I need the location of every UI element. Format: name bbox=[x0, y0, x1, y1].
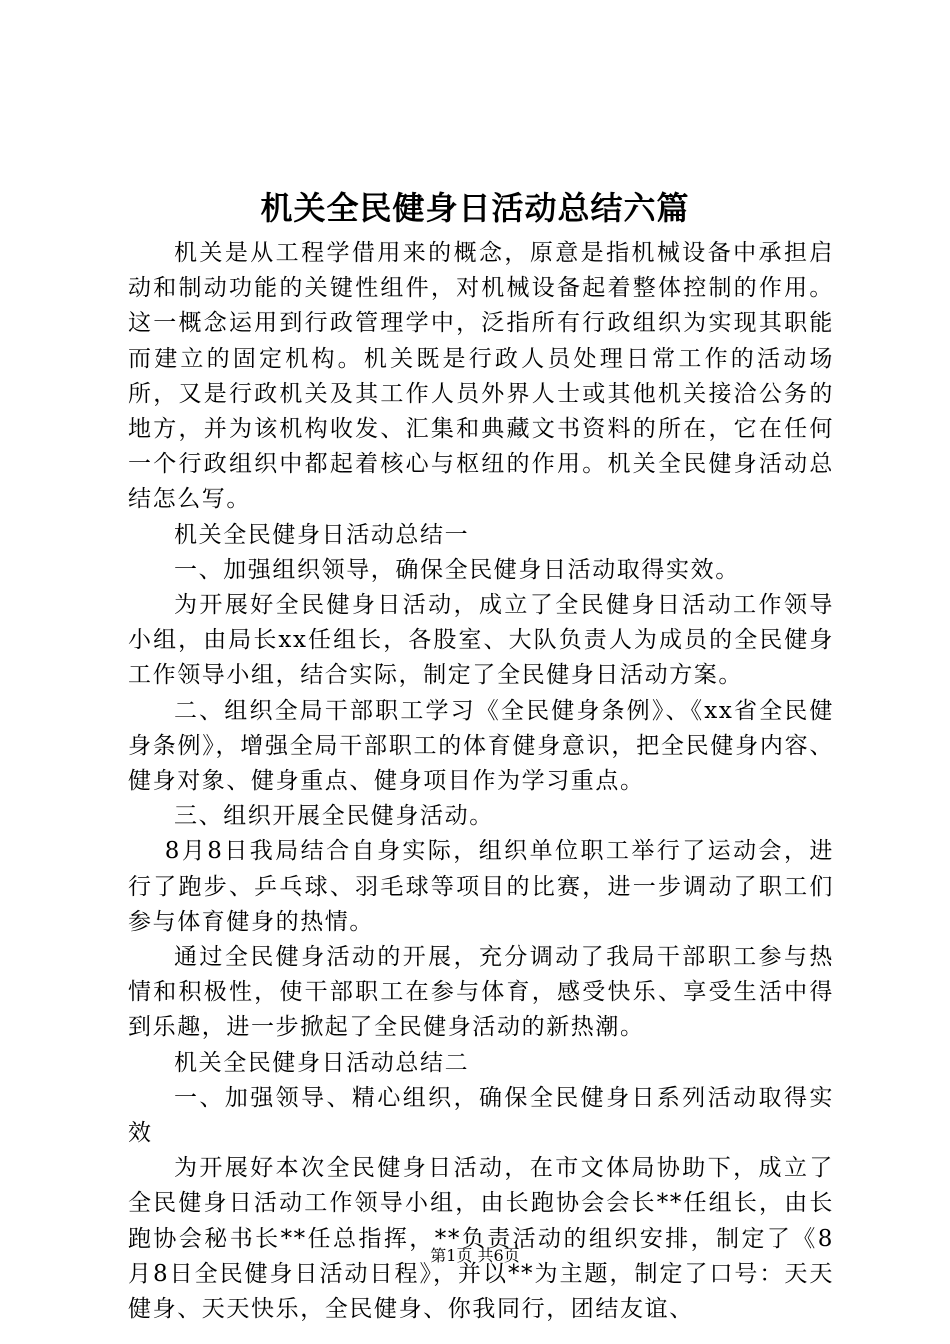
paragraph: 8月8日我局结合自身实际，组织单位职工举行了运动会，进行了跑步、乒乓球、羽毛球等项目的比赛，进一步调动了职工们参与体育健身的热情。 bbox=[128, 838, 834, 935]
page-footer: 第1页 共6页 bbox=[430, 1246, 520, 1265]
document-title: 机关全民健身日活动总结六篇 bbox=[260, 189, 690, 227]
paragraph: 三、组织开展全民健身活动。 bbox=[174, 803, 494, 830]
section-heading-1: 机关全民健身日活动总结一 bbox=[174, 521, 470, 548]
paragraph-intro: 机关是从工程学借用来的概念，原意是指机械设备中承担启动和制动功能的关键性组件，对机械设备起着整体控制的作用。这一概念运用到行政管理学中，泛指所有行政组织为实现其职能而建立的固定机构。机关既是行政人员处理日常工作的活动场所，又是行政机关及其工作人员外界人士或其他机关接洽公务的地方，并为该机构收发、汇集和典藏文书资料的所在，它在任何一个行政组织中都起着核心与枢纽的作用。机关全民健身活动总结怎么写。 bbox=[128, 240, 834, 513]
paragraph: 为开展好本次全民健身日活动，在市文体局协助下，成立了全民健身日活动工作领导小组，由长跑协会会长**任组长，由长跑协会秘书长**任总指挥，**负责活动的组织安排，制定了《8月8日全民健身日活动日程》，并以**为主题，制定了口号：天天健身、天天快乐，全民健身、你我同行，团结友谊、 bbox=[128, 1155, 834, 1323]
paragraph: 一、加强领导、精心组织，确保全民健身日系列活动取得实效 bbox=[128, 1084, 834, 1147]
paragraph: 通过全民健身活动的开展，充分调动了我局干部职工参与热情和积极性，使干部职工在参与体育，感受快乐、享受生活中得到乐趣，进一步掀起了全民健身活动的新热潮。 bbox=[128, 944, 834, 1041]
paragraph: 为开展好全民健身日活动，成立了全民健身日活动工作领导小组，由局长xx任组长，各股室、大队负责人为成员的全民健身工作领导小组，结合实际，制定了全民健身日活动方案。 bbox=[128, 592, 834, 689]
paragraph: 二、组织全局干部职工学习《全民健身条例》、《xx省全民健身条例》，增强全局干部职工的体育健身意识，把全民健身内容、健身对象、健身重点、健身项目作为学习重点。 bbox=[128, 697, 834, 795]
section-heading-2: 机关全民健身日活动总结二 bbox=[174, 1049, 470, 1076]
document-body bbox=[128, 236, 834, 1327]
paragraph: 一、加强组织领导，确保全民健身日活动取得实效。 bbox=[174, 556, 740, 583]
